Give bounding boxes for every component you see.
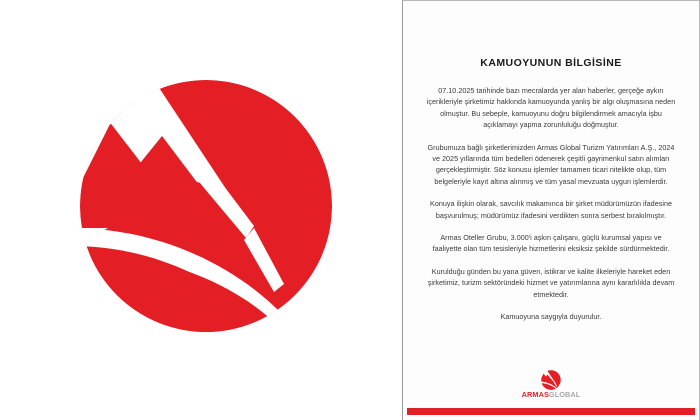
armas-circle-swoosh-logo-mark-icon [78,78,334,334]
statement-paragraph: Armas Oteller Grubu, 3.000'i aşkın çalışanı, güçlü kurumsal yapısı ve faaliyette olan tüm tesisleriyle hizmetlerini eksiksiz şekilde sürdürmektedir. [432,233,670,254]
statement-paragraph: Kurulduğu günden bu yana güven, istikrar ve kalite ilkeleriyle hareket eden şirketimiz, turizm sektöründeki hizmet ve yatırımlarına aynı kararlılıkla devam etmektedir. [427,266,675,299]
statement-closing-line: Kamuoyuna saygıyla duyurulur. [500,312,602,322]
footer-logo-word-primary: ARMAS [521,389,549,399]
statement-content [403,1,699,334]
armas-circle-swoosh-logo-mark-icon [541,370,561,390]
statement-paragraph: 07.10.2025 tarihinde bazı mecralarda yer alan haberler, gerçeğe aykırı içerikleriyle şirketimiz hakkında kamuoyunda yanlış bir algı oluşmasına neden olmuştur. Bu sebeple, kamuoyunu doğru bilgilendirmek amacıyla işbu açıklamayı yapma zorunluluğu doğmuştur. [426,86,676,130]
footer-logo-wordmark [522,391,581,398]
statement-title: KAMUOYUNUN BİLGİSİNE [480,57,622,69]
footer-logo-word-secondary: GLOBAL [548,389,581,399]
statement-panel [402,0,700,420]
statement-paragraph: Konuya ilişkin olarak, savcılık makamınca bir şirket müdürümüzün ifadesine başvurulmuş; müdürümüz ifadesini verdikten sonra serbest bırakılmıştır. [430,199,672,220]
footer-accent-bar [407,408,695,415]
statement-paragraph: Grubumuza bağlı şirketlerimizden Armas Global Turizm Yatırımları A.Ş., 2024 ve 2025 yıllarında tüm bedelleri ödenerek çeşitli gayrimenkul satın alımları gerçekleştirmiştir. Söz konusu işlemler tamamen ticari nitelikte olup, tüm belgeleriyle kayıt altına alınmış ve tüm yasal mevzuata uygun işlemlerdir. [427,142,675,186]
footer-logo [403,370,699,398]
